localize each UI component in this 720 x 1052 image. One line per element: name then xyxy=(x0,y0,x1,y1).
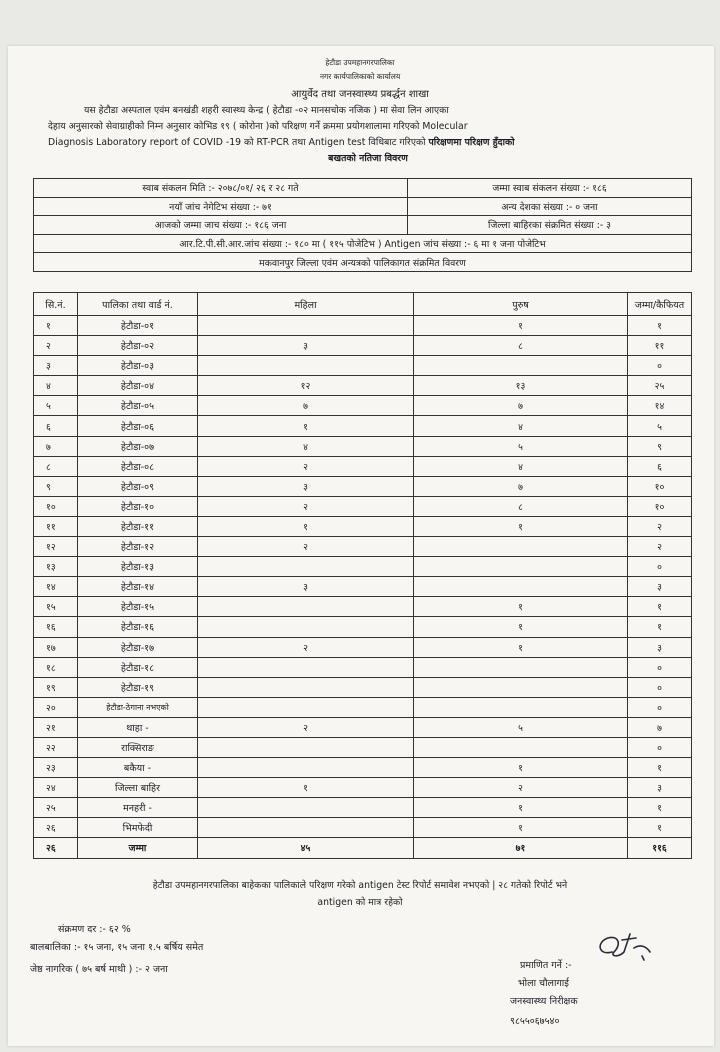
cell-male xyxy=(414,677,628,697)
section-name: आयुर्वेद तथा जनस्वास्थ्य प्रबर्द्धन शाखा xyxy=(291,89,429,100)
cell-ward: राक्सिराङ xyxy=(78,737,198,757)
cell-male: ४ xyxy=(414,416,628,436)
col-header-ward: पालिका तथा वार्ड नं. xyxy=(78,293,198,316)
cell-total: ० xyxy=(628,677,692,697)
cell-total: ३ xyxy=(628,637,692,657)
cell-total: ११ xyxy=(628,336,692,356)
cell-ward: हेटौडा-११ xyxy=(78,516,198,536)
cell-ward: हेटौडा-०२ xyxy=(78,336,198,356)
cell-ward: हेटौडा-१७ xyxy=(78,637,198,657)
other-country: अन्य देशका संख्या :- ० जना xyxy=(408,197,692,216)
cell-total: ९ xyxy=(628,436,692,456)
table-row xyxy=(34,617,692,637)
cell-male: ७ xyxy=(414,396,628,416)
cell-total: १ xyxy=(628,798,692,818)
cell-female: ३ xyxy=(198,476,414,496)
cell-female: २ xyxy=(198,496,414,516)
cell-total: १० xyxy=(628,476,692,496)
cell-sn: २० xyxy=(34,697,78,717)
intro-line-2: देहाय अनुसारको सेवाग्राहीको निम्न अनुसार कोभिड १९ ( कोरोना )को परिक्षण गर्ने क्रममा प्रयोगशालामा गरिएको Molecular xyxy=(48,121,468,132)
table-header-row xyxy=(34,293,692,316)
today-total: आजको जम्मा जाच संख्या :- १८६ जना xyxy=(34,216,408,235)
office-name: हेटौडा उपमहानगरपालिका xyxy=(325,58,395,67)
cell-male: १ xyxy=(414,597,628,617)
cell-sn: १० xyxy=(34,496,78,516)
cell-male: ८ xyxy=(414,496,628,516)
cell-ward: हेटौडा-०१ xyxy=(78,316,198,336)
cell-ward: हेटौडा-०७ xyxy=(78,436,198,456)
cell-ward: हेटौडा-१६ xyxy=(78,617,198,637)
cell-total: ० xyxy=(628,737,692,757)
intro-line-1: यस हेटौडा अस्पताल एवंम बनखंडी शहरी स्वास्थ्य केन्द्र ( हेटौडा -०२ मानसचोक नजिक ) मा सेवा लिन आएका xyxy=(84,105,449,116)
cell-female xyxy=(198,737,414,757)
cell-sn: १९ xyxy=(34,677,78,697)
cell-female: ३ xyxy=(198,577,414,597)
table-row xyxy=(34,657,692,677)
cell-female xyxy=(198,758,414,778)
cell-female xyxy=(198,316,414,336)
cell-male: १ xyxy=(414,316,628,336)
signature-mark xyxy=(592,922,656,966)
cell-sn: २१ xyxy=(34,717,78,737)
cell-ward: हेटौडा-०३ xyxy=(78,356,198,376)
table-row xyxy=(34,778,692,798)
cell-male: ४ xyxy=(414,456,628,476)
cell-female xyxy=(198,798,414,818)
cell-sn: ८ xyxy=(34,456,78,476)
cell-sn: २५ xyxy=(34,798,78,818)
summary-row xyxy=(34,234,692,253)
cell-female xyxy=(198,677,414,697)
col-header-male: पुरुष xyxy=(414,293,628,316)
cell-ward: थाहा - xyxy=(78,717,198,737)
cell-total: ३ xyxy=(628,577,692,597)
table-row xyxy=(34,758,692,778)
cell-ward: हेटौडा-१५ xyxy=(78,597,198,617)
table-row xyxy=(34,516,692,536)
table-row xyxy=(34,537,692,557)
rtpcr-antigen-counts: आर.टि.पी.सी.आर.जांच संख्या :- १८० मा ( ११५ पोजेटिभ ) Antigen जांच संख्या :- ६ मा १ जना पोजेटिभ xyxy=(34,234,692,253)
certified-by-label: प्रमाणित गर्ने :- xyxy=(520,960,572,971)
cell-sn: १८ xyxy=(34,657,78,677)
cell-male: १ xyxy=(414,818,628,838)
cell-female xyxy=(198,818,414,838)
table-row xyxy=(34,717,692,737)
col-header-female: महिला xyxy=(198,293,414,316)
swab-date: स्वाब संकलन मिति :- २०७८/०१/ २६ र २८ गते xyxy=(34,179,408,198)
table-row xyxy=(34,476,692,496)
cell-total: २ xyxy=(628,537,692,557)
cell-sn: १३ xyxy=(34,557,78,577)
cell-total: ० xyxy=(628,657,692,677)
cell-female: ४ xyxy=(198,436,414,456)
cell-female: १ xyxy=(198,516,414,536)
cell-ward: बकैया - xyxy=(78,758,198,778)
summary-row xyxy=(34,216,692,235)
cell-ward: हेटौडा-०८ xyxy=(78,456,198,476)
cell-male xyxy=(414,537,628,557)
table-row xyxy=(34,798,692,818)
cell-ward: भिमफेदी xyxy=(78,818,198,838)
table-row xyxy=(34,336,692,356)
certifier-phone: ९८५५०६७५४० xyxy=(510,1016,560,1027)
cell-sn: २३ xyxy=(34,758,78,778)
cell-ward: हेटौडा-ठेगाना नभएको xyxy=(78,697,198,717)
table-row xyxy=(34,316,692,336)
table-row xyxy=(34,416,692,436)
table-row xyxy=(34,818,692,838)
certifier-designation: जनस्वास्थ्य निरीक्षक xyxy=(510,996,578,1007)
new-negative: नयाँ जांच नेगेटिभ संख्या :- ७१ xyxy=(34,197,408,216)
cell-ward: हेटौडा-१४ xyxy=(78,577,198,597)
cell-total: १ xyxy=(628,818,692,838)
cell-ward: हेटौडा-०५ xyxy=(78,396,198,416)
col-header-sn: सि.नं. xyxy=(34,293,78,316)
total-sn: २६ xyxy=(34,838,78,858)
cell-female xyxy=(198,617,414,637)
cell-male: १ xyxy=(414,798,628,818)
total-total: ११६ xyxy=(628,838,692,858)
ward-table xyxy=(33,292,692,859)
cell-total: ५ xyxy=(628,416,692,436)
cell-female: १२ xyxy=(198,376,414,396)
cell-male: १ xyxy=(414,516,628,536)
cell-sn: १२ xyxy=(34,537,78,557)
table-row xyxy=(34,637,692,657)
cell-total: १ xyxy=(628,597,692,617)
infection-rate: संक्रमण दर :- ६२ % xyxy=(58,924,131,935)
cell-sn: २४ xyxy=(34,778,78,798)
cell-male: ५ xyxy=(414,717,628,737)
cell-ward: हेटौडा-१९ xyxy=(78,677,198,697)
report-note xyxy=(0,877,720,911)
cell-female xyxy=(198,657,414,677)
cell-male: १ xyxy=(414,758,628,778)
cell-ward: हेटौडा-१२ xyxy=(78,537,198,557)
cell-total: १ xyxy=(628,316,692,336)
cell-male: २ xyxy=(414,778,628,798)
cell-total: १४ xyxy=(628,396,692,416)
note-line-1: हेटौडा उपमहानगरपालिका बाहेकका पालिकाले परिक्षण गरेको antigen टेस्ट रिपोर्ट समावेश नभएको | २८ गतेको रिपोर्ट भने xyxy=(152,880,568,891)
office-subtitle: नगर कार्यपालिकाको कार्यालय xyxy=(319,72,401,81)
cell-total: १ xyxy=(628,758,692,778)
cell-female: ७ xyxy=(198,396,414,416)
cell-male: ५ xyxy=(414,436,628,456)
summary-row xyxy=(34,253,692,272)
cell-sn: २ xyxy=(34,336,78,356)
cell-male xyxy=(414,697,628,717)
cell-sn: ५ xyxy=(34,396,78,416)
cell-male xyxy=(414,356,628,376)
cell-female: ३ xyxy=(198,336,414,356)
cell-female xyxy=(198,557,414,577)
col-header-total: जम्मा/कैफियत xyxy=(628,293,692,316)
intro-paragraph xyxy=(48,103,688,167)
cell-sn: ६ xyxy=(34,416,78,436)
children-count: बालबालिका :- १५ जना, १५ जना १.५ बर्षिय समेत xyxy=(30,942,204,953)
cell-sn: ४ xyxy=(34,376,78,396)
cell-male: १३ xyxy=(414,376,628,396)
table-row xyxy=(34,496,692,516)
certifier-name: भोला चौलागाई xyxy=(518,978,569,989)
cell-male: ७ xyxy=(414,476,628,496)
cell-male: १ xyxy=(414,617,628,637)
table-row xyxy=(34,557,692,577)
cell-total: ० xyxy=(628,356,692,376)
intro-line-3 xyxy=(48,135,688,151)
elderly-count: जेष्ठ नागरिक ( ७५ बर्ष माथी ) :- २ जना xyxy=(30,964,168,975)
cell-male xyxy=(414,557,628,577)
table-row xyxy=(34,577,692,597)
total-label: जम्मा xyxy=(78,838,198,858)
cell-sn: २६ xyxy=(34,818,78,838)
cell-total: ० xyxy=(628,697,692,717)
cell-total: १ xyxy=(628,617,692,637)
cell-sn: ७ xyxy=(34,436,78,456)
cell-ward: हेटौडा-१३ xyxy=(78,557,198,577)
cell-ward: मनहरी - xyxy=(78,798,198,818)
cell-total: २ xyxy=(628,516,692,536)
table-row xyxy=(34,737,692,757)
cell-sn: १६ xyxy=(34,617,78,637)
cell-female: २ xyxy=(198,717,414,737)
swab-total: जम्मा स्वाब संकलन संख्या :- १८६ xyxy=(408,179,692,198)
summary-table xyxy=(33,178,692,272)
cell-sn: १५ xyxy=(34,597,78,617)
cell-ward: हेटौडा-१८ xyxy=(78,657,198,677)
cell-female: १ xyxy=(198,416,414,436)
cell-ward: हेटौडा-०४ xyxy=(78,376,198,396)
cell-ward: जिल्ला बाहिर xyxy=(78,778,198,798)
cell-male: ८ xyxy=(414,336,628,356)
cell-sn: ३ xyxy=(34,356,78,376)
cell-total: १० xyxy=(628,496,692,516)
cell-ward: हेटौडा-०९ xyxy=(78,476,198,496)
cell-female: १ xyxy=(198,778,414,798)
table-row xyxy=(34,597,692,617)
total-male: ७१ xyxy=(414,838,628,858)
cell-total: ६ xyxy=(628,456,692,476)
cell-male: १ xyxy=(414,637,628,657)
cell-male xyxy=(414,657,628,677)
cell-sn: १ xyxy=(34,316,78,336)
intro-line-3a: Diagnosis Laboratory report of COVID -19 को RT-PCR तथा Antigen test विधिबाट गरिएको xyxy=(48,137,429,148)
report-title: बखतको नतिजा विवरण xyxy=(328,153,408,164)
cell-sn: ११ xyxy=(34,516,78,536)
cell-sn: २२ xyxy=(34,737,78,757)
cell-female: २ xyxy=(198,637,414,657)
cell-female xyxy=(198,597,414,617)
cell-total: ३ xyxy=(628,778,692,798)
table-row xyxy=(34,436,692,456)
cell-female: २ xyxy=(198,456,414,476)
cell-sn: १४ xyxy=(34,577,78,597)
cell-total: ० xyxy=(628,557,692,577)
table-row xyxy=(34,356,692,376)
table-row xyxy=(34,677,692,697)
table-row xyxy=(34,697,692,717)
cell-male xyxy=(414,577,628,597)
cell-female: २ xyxy=(198,537,414,557)
total-female: ४५ xyxy=(198,838,414,858)
cell-female xyxy=(198,697,414,717)
summary-row xyxy=(34,179,692,198)
district-section-title: मकवानपुर जिल्ला एवंम अन्यत्रको पालिकागत संक्रमित विवरण xyxy=(34,253,692,272)
cell-ward: हेटौडा-०६ xyxy=(78,416,198,436)
cell-female xyxy=(198,356,414,376)
cell-ward: हेटौडा-१० xyxy=(78,496,198,516)
cell-sn: १७ xyxy=(34,637,78,657)
intro-line-3b: परिक्षणमा परिक्षण हुँदाको xyxy=(428,137,515,148)
cell-total: ७ xyxy=(628,717,692,737)
table-row xyxy=(34,456,692,476)
table-row xyxy=(34,396,692,416)
cell-male xyxy=(414,737,628,757)
cell-total: २५ xyxy=(628,376,692,396)
total-row xyxy=(34,838,692,858)
table-row xyxy=(34,376,692,396)
note-line-2: antigen को मात्र रहेको xyxy=(317,897,403,908)
summary-row xyxy=(34,197,692,216)
outside-district: जिल्ला बाहिरका संक्रमित संख्या :- ३ xyxy=(408,216,692,235)
cell-sn: ९ xyxy=(34,476,78,496)
